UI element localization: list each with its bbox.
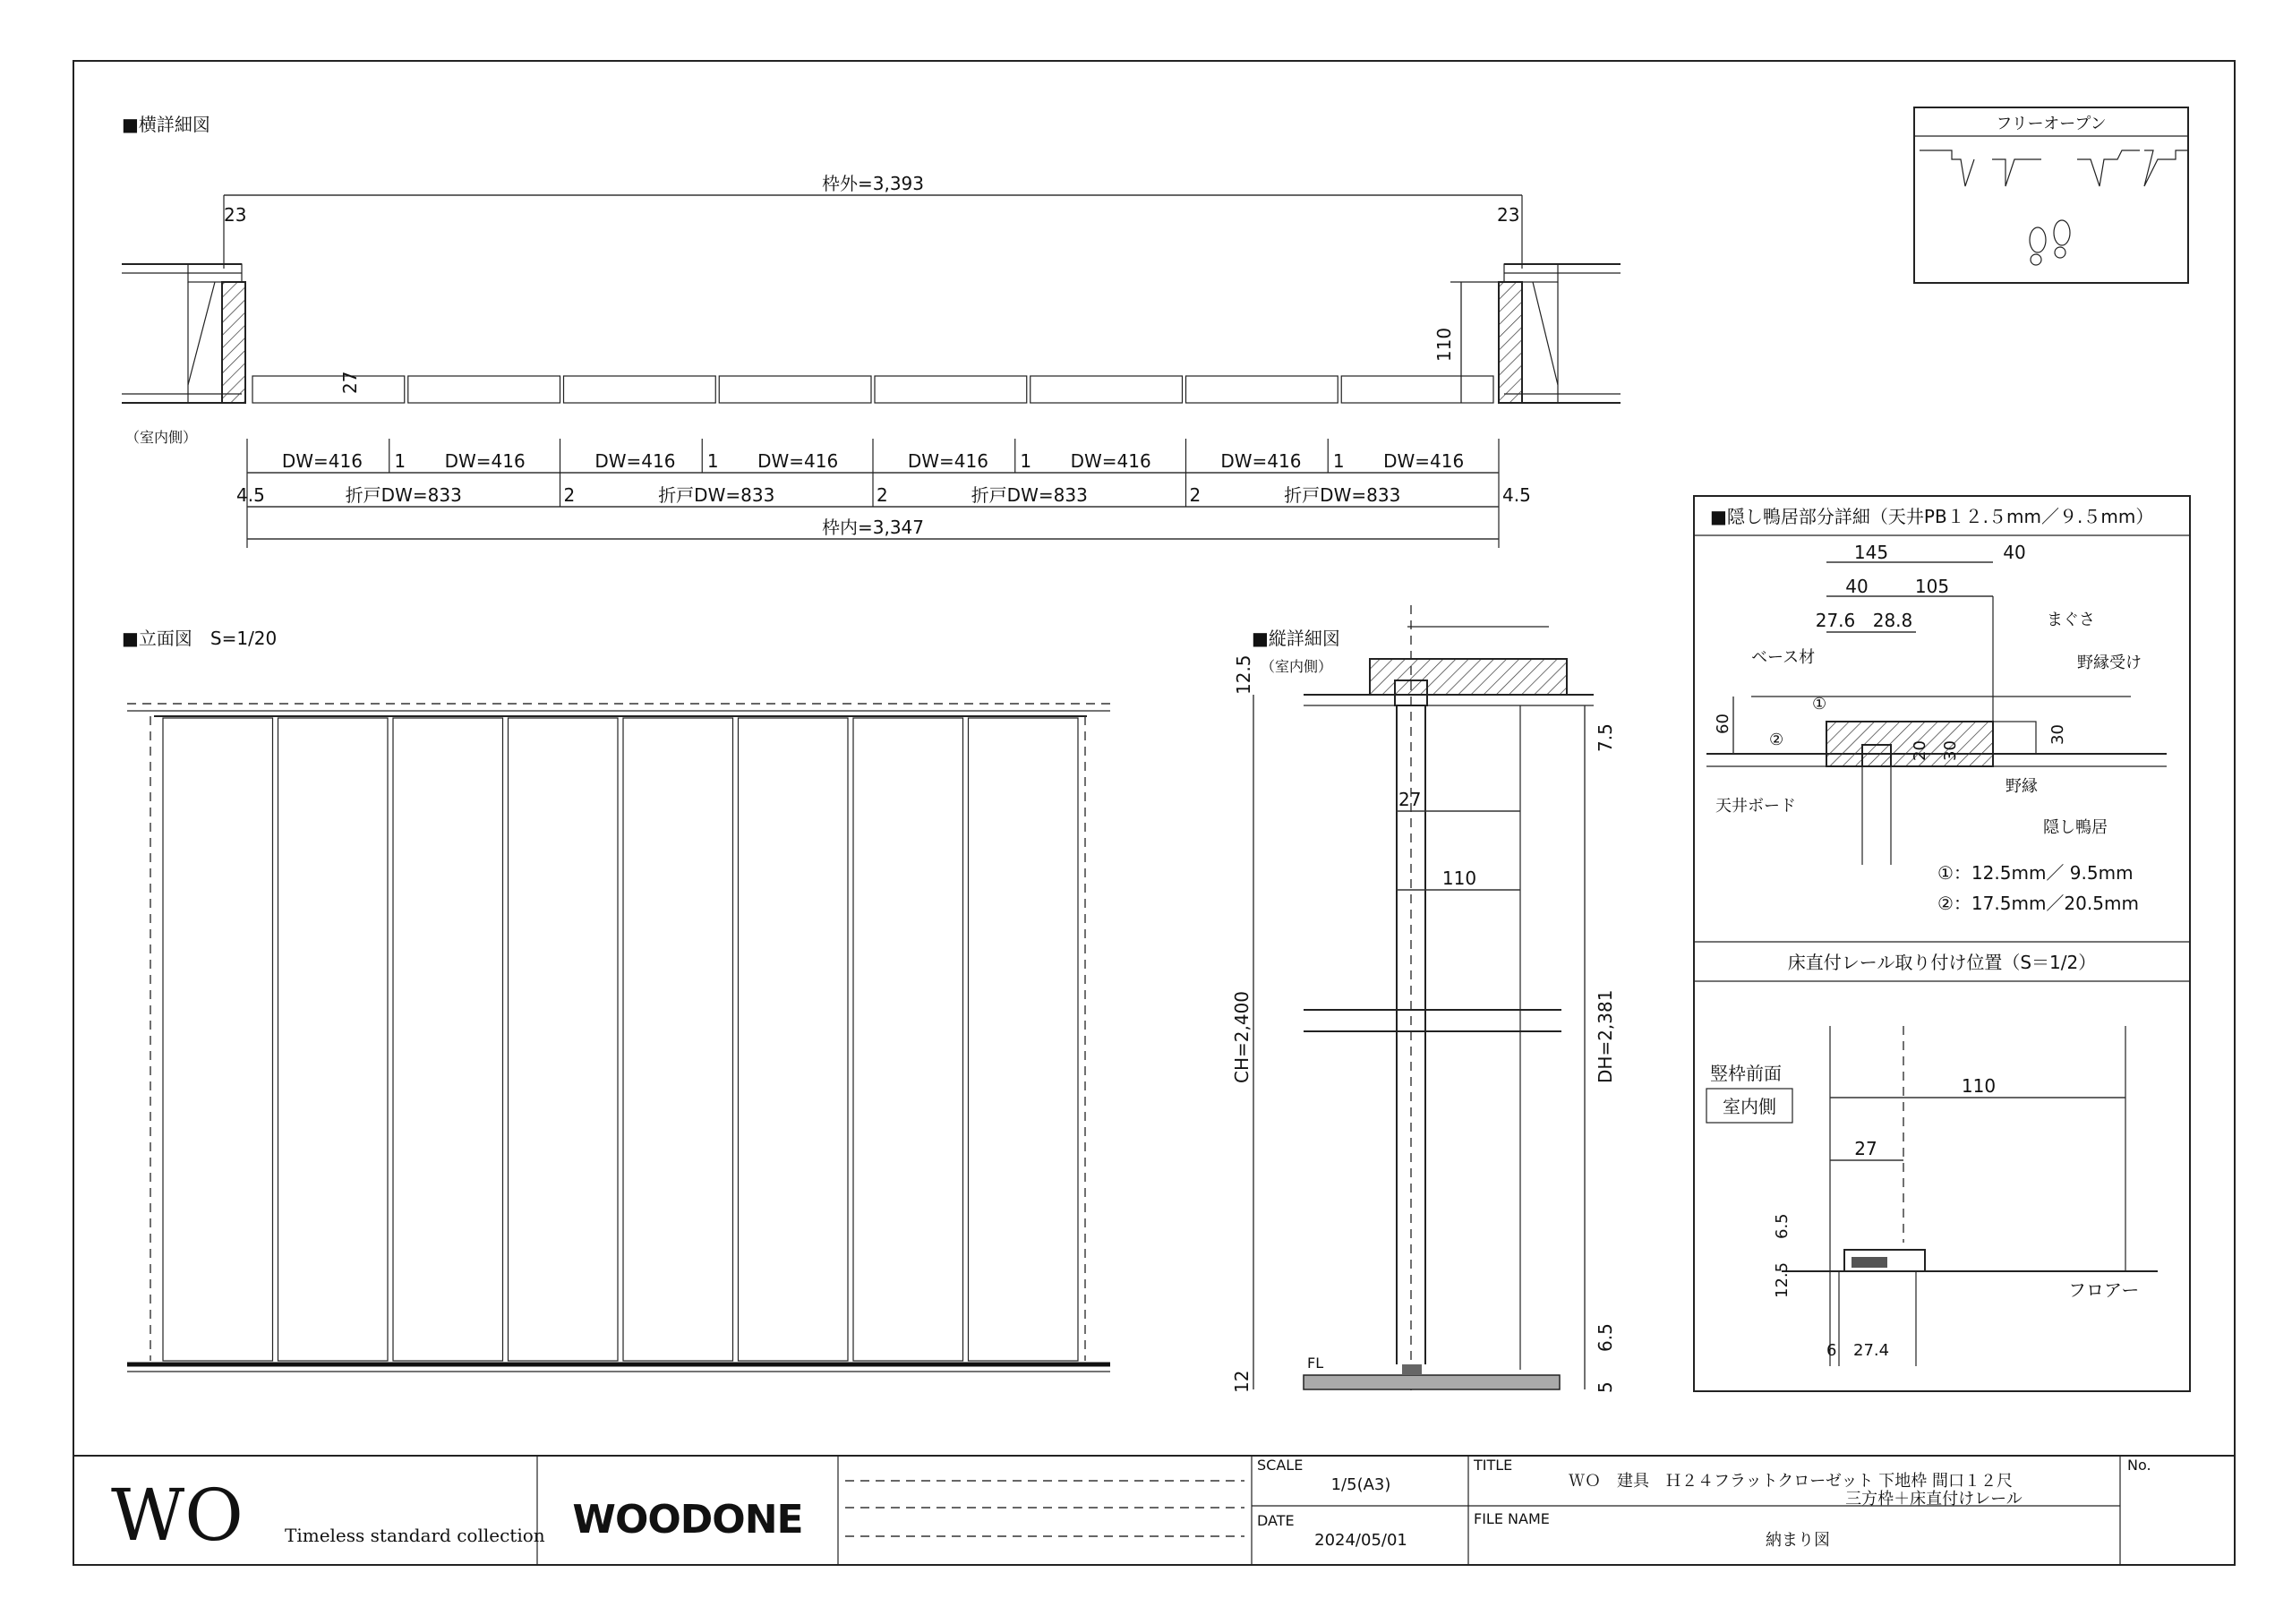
woodone-logo: WOODONE bbox=[572, 1497, 803, 1543]
panel-thickness-dim: 27 bbox=[339, 371, 361, 394]
dw-label: DW=416 bbox=[907, 450, 988, 472]
dw-label: DW=416 bbox=[1220, 450, 1302, 472]
file-name-label: FILE NAME bbox=[1474, 1510, 1550, 1527]
dim-60: 60 bbox=[1714, 714, 1732, 734]
fl-label: FL bbox=[1307, 1355, 1324, 1372]
section-dim-7-5: 7.5 bbox=[1595, 723, 1616, 752]
plan-panel bbox=[875, 376, 1027, 403]
section-dim-6-5: 6.5 bbox=[1595, 1323, 1616, 1352]
elevation-panel bbox=[278, 718, 389, 1361]
rail-dim-27-4: 27.4 bbox=[1853, 1341, 1890, 1360]
wo-logo: WO bbox=[111, 1474, 244, 1557]
plan-panel bbox=[408, 376, 560, 403]
label-circle-1: ① bbox=[1812, 695, 1827, 714]
fold-label: 折戸DW=833 bbox=[971, 484, 1088, 506]
note-2: ②：17.5mm／20.5mm bbox=[1937, 893, 2139, 914]
elevation-panel bbox=[509, 718, 619, 1361]
dw-label: DW=416 bbox=[1383, 450, 1465, 472]
dim-40-a: 40 bbox=[2003, 542, 2026, 563]
indoor-label: 室内側 bbox=[1723, 1096, 1776, 1117]
dim-27-6: 27.6 bbox=[1815, 610, 1856, 631]
footprint-icon bbox=[2030, 227, 2046, 252]
dw-label: 1 bbox=[706, 450, 719, 472]
elevation-panel bbox=[853, 718, 963, 1361]
plan-panels bbox=[252, 376, 1493, 403]
rail-dim-12-5: 12.5 bbox=[1773, 1261, 1792, 1298]
elevation-panel bbox=[739, 718, 849, 1361]
label-base: ベース材 bbox=[1751, 648, 1816, 667]
dw-label: DW=416 bbox=[281, 450, 363, 472]
side-left-dim: 23 bbox=[224, 204, 247, 226]
rail-dim-27: 27 bbox=[1854, 1138, 1877, 1159]
dim-30-a: 30 bbox=[2048, 724, 2067, 745]
elevation-panels bbox=[163, 718, 1078, 1361]
plan-panel bbox=[1341, 376, 1493, 403]
plan-indoor-label: （室内側） bbox=[125, 429, 198, 446]
file-name-value: 納まり図 bbox=[1766, 1531, 1830, 1550]
plan-panel bbox=[1186, 376, 1338, 403]
label-ceiling-board: 天井ボード bbox=[1715, 797, 1796, 816]
plan-panel bbox=[1031, 376, 1183, 403]
dw-label: DW=416 bbox=[594, 450, 676, 472]
title-line-2: 三方枠＋床直付けレール bbox=[1845, 1490, 2023, 1509]
elevation-panel bbox=[393, 718, 503, 1361]
fold-label: 2 bbox=[1189, 484, 1202, 506]
elevation bbox=[122, 628, 1110, 1372]
dw-label: DW=416 bbox=[757, 450, 839, 472]
free-open-title: フリーオープン bbox=[1996, 115, 2107, 133]
fold-label: 折戸DW=833 bbox=[345, 484, 462, 506]
section-heading: ■縦詳細図 bbox=[1252, 628, 1340, 649]
side-right-dim: 23 bbox=[1497, 204, 1520, 226]
rail-dim-110: 110 bbox=[1961, 1075, 1997, 1097]
plan-panel bbox=[719, 376, 871, 403]
dw-label: 1 bbox=[1332, 450, 1345, 472]
section-indoor-label: （室内側） bbox=[1261, 658, 1333, 675]
plan-panel bbox=[564, 376, 716, 403]
fold-label: 2 bbox=[877, 484, 888, 506]
no-label: No. bbox=[2127, 1457, 2151, 1474]
plan-panel bbox=[252, 376, 405, 403]
ceiling-height-dim: CH=2,400 bbox=[1231, 990, 1253, 1083]
inner-width-label: 枠内=3,347 bbox=[821, 517, 925, 538]
collection-label: Timeless standard collection bbox=[285, 1525, 545, 1546]
dw-label: DW=416 bbox=[444, 450, 526, 472]
title-line-1: ＷＯ 建具 Ｈ２４フラットクローゼット 下地枠 間口１２尺 bbox=[1568, 1472, 2014, 1491]
scale-label: SCALE bbox=[1257, 1457, 1304, 1474]
dim-145: 145 bbox=[1853, 542, 1889, 563]
hidden-header-detail bbox=[1694, 496, 2190, 1391]
dim-30-b: 30 bbox=[1941, 740, 1960, 761]
fold-label: 折戸DW=833 bbox=[658, 484, 775, 506]
label-circle-2: ② bbox=[1769, 731, 1784, 749]
section-dim-110: 110 bbox=[1441, 868, 1477, 889]
floor-label: フロアー bbox=[2068, 1279, 2140, 1301]
depth-dim: 110 bbox=[1433, 327, 1455, 363]
hidden-detail-heading: ■隠し鴨居部分詳細（天井PB１２.５mm／９.５mm） bbox=[1710, 506, 2154, 527]
sheet-border bbox=[73, 61, 2235, 1565]
scale-value: 1/5(A3) bbox=[1330, 1475, 1391, 1494]
front-label: 竪枠前面 bbox=[1710, 1063, 1782, 1084]
fold-label: 4.5 bbox=[236, 484, 265, 506]
door-height-dim: DH=2,381 bbox=[1595, 989, 1616, 1083]
fold-row bbox=[236, 484, 1531, 506]
date-label: DATE bbox=[1257, 1512, 1295, 1529]
free-open-box bbox=[1914, 107, 2188, 283]
elevation-heading: ■立面図 S=1/20 bbox=[122, 628, 278, 649]
elevation-panel bbox=[163, 718, 273, 1361]
elevation-panel bbox=[623, 718, 733, 1361]
plan-detail bbox=[122, 114, 1621, 548]
label-noburi: 野縁 bbox=[2006, 777, 2038, 796]
section-dim-12: 12 bbox=[1231, 1370, 1253, 1393]
section-dim-5: 5 bbox=[1595, 1381, 1616, 1393]
note-1: ①：12.5mm／ 9.5mm bbox=[1937, 862, 2134, 884]
rail-detail-heading: 床直付レール取り付け位置（S＝1/2） bbox=[1787, 952, 2097, 973]
title-block bbox=[73, 1456, 2235, 1565]
dw-label: 1 bbox=[1020, 450, 1032, 472]
section-dim-12-5: 12.5 bbox=[1233, 654, 1254, 695]
dim-28-8: 28.8 bbox=[1872, 610, 1913, 631]
dw-label: 1 bbox=[394, 450, 406, 472]
fold-label: 折戸DW=833 bbox=[1284, 484, 1401, 506]
dw-label: DW=416 bbox=[1070, 450, 1151, 472]
label-hidden-header: 隠し鴨居 bbox=[2043, 818, 2108, 837]
dim-20: 20 bbox=[1911, 740, 1929, 761]
plan-heading: ■横詳細図 bbox=[122, 114, 210, 135]
label-noburi-uke: 野縁受け bbox=[2077, 654, 2142, 672]
vertical-section bbox=[1231, 605, 1616, 1397]
rail-dim-6: 6 bbox=[1826, 1341, 1837, 1360]
section-dim-27: 27 bbox=[1398, 789, 1422, 810]
outer-width-label: 枠外=3,393 bbox=[821, 173, 925, 194]
fold-label: 2 bbox=[563, 484, 576, 506]
elevation-panel bbox=[969, 718, 1079, 1361]
date-value: 2024/05/01 bbox=[1314, 1531, 1407, 1550]
fold-label: 4.5 bbox=[1502, 484, 1531, 506]
label-magusa: まぐさ bbox=[2047, 611, 2095, 629]
dim-105: 105 bbox=[1914, 576, 1950, 597]
title-label: TITLE bbox=[1474, 1457, 1513, 1474]
rail-dim-6-5: 6.5 bbox=[1773, 1213, 1792, 1239]
dim-40-b: 40 bbox=[1845, 576, 1869, 597]
